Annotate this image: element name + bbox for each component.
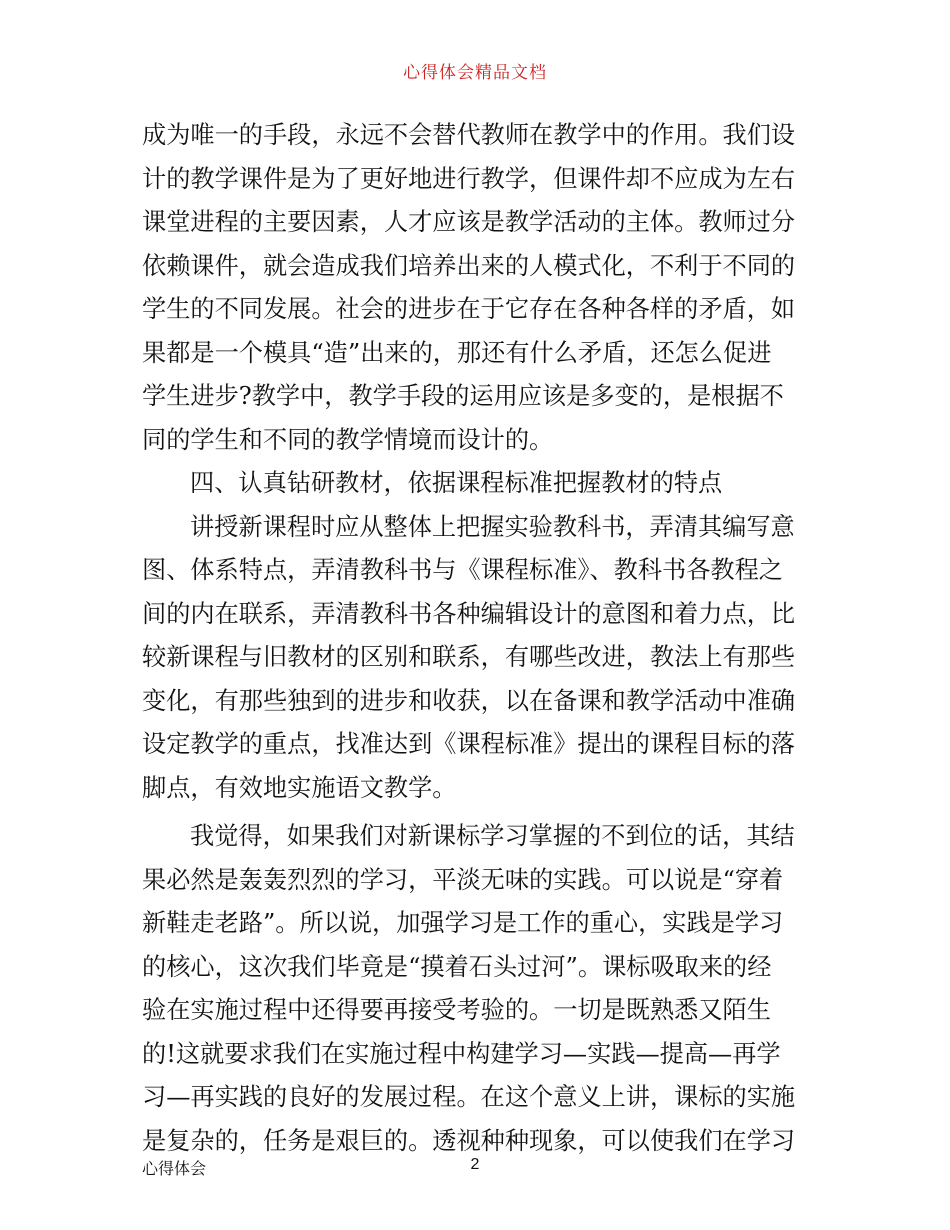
body-line: 我觉得，如果我们对新课标学习掌握的不到位的话，其结: [190, 822, 795, 850]
body-line: 果都是一个模具“造”出来的，那还有什么矛盾，还怎么促进: [142, 338, 772, 367]
body-line: 计的教学课件是为了更好地进行教学，但课件却不应成为左右: [142, 164, 796, 193]
body-line: 间的内在联系，弄清教科书各种编辑设计的意图和着力点，比: [142, 599, 796, 628]
body-line: 讲授新课程时应从整体上把握实验教科书，弄清其编写意: [190, 512, 795, 541]
body-line: 设定教学的重点，找准达到《课程标准》提出的课程目标的落: [142, 730, 796, 758]
body-line: 果必然是轰轰烈烈的学习，平淡无味的实践。可以说是“穿着: [142, 865, 784, 894]
page-number: 2: [470, 1156, 480, 1173]
section-heading: 四、认真钻研教材，依据课程标准把握教材的特点: [190, 469, 723, 497]
body-line: 习—再实践的良好的发展过程。在这个意义上讲，课标的实施: [142, 1083, 796, 1111]
body-line: 验在实施过程中还得要再接受考验的。一切是既熟悉又陌生: [142, 996, 771, 1024]
body-line: 脚点，有效地实施语文教学。: [142, 773, 457, 802]
body-line: 较新课程与旧教材的区别和联系，有哪些改进，教法上有那些: [142, 643, 796, 671]
body-line: 的!这就要求我们在实施过程中构建学习—实践—提高—再学: [142, 1039, 781, 1068]
document-body: [142, 114, 810, 1163]
body-line: 依赖课件，就会造成我们培养出来的人模式化，不利于不同的: [142, 251, 796, 280]
footer-label: 心得体会: [142, 1159, 207, 1178]
body-line: 的核心，这次我们毕竟是“摸着石头过河”。课标吸取来的经: [142, 952, 772, 981]
body-line: 学生进步?教学中，教学手段的运用应该是多变的，是根据不: [142, 382, 784, 410]
body-line: 课堂进程的主要因素，人才应该是教学活动的主体。教师过分: [142, 208, 796, 236]
body-line: 新鞋走老路”。所以说，加强学习是工作的重心，实践是学习: [142, 909, 784, 937]
body-line: 成为唯一的手段，永远不会替代教师在教学中的作用。我们设: [142, 121, 796, 149]
document-header-title: 心得体会精品文档: [403, 63, 547, 83]
body-line: 同的学生和不同的教学情境而设计的。: [142, 425, 554, 454]
body-line: 是复杂的，任务是艰巨的。透视种种现象，可以使我们在学习: [142, 1126, 796, 1155]
body-line: 学生的不同发展。社会的进步在于它存在各种各样的矛盾，如: [142, 295, 796, 323]
body-line: 图、体系特点，弄清教科书与《课程标准》、教科书各教程之: [142, 556, 783, 584]
body-line: 变化，有那些独到的进步和收获，以在备课和教学活动中准确: [142, 686, 796, 715]
